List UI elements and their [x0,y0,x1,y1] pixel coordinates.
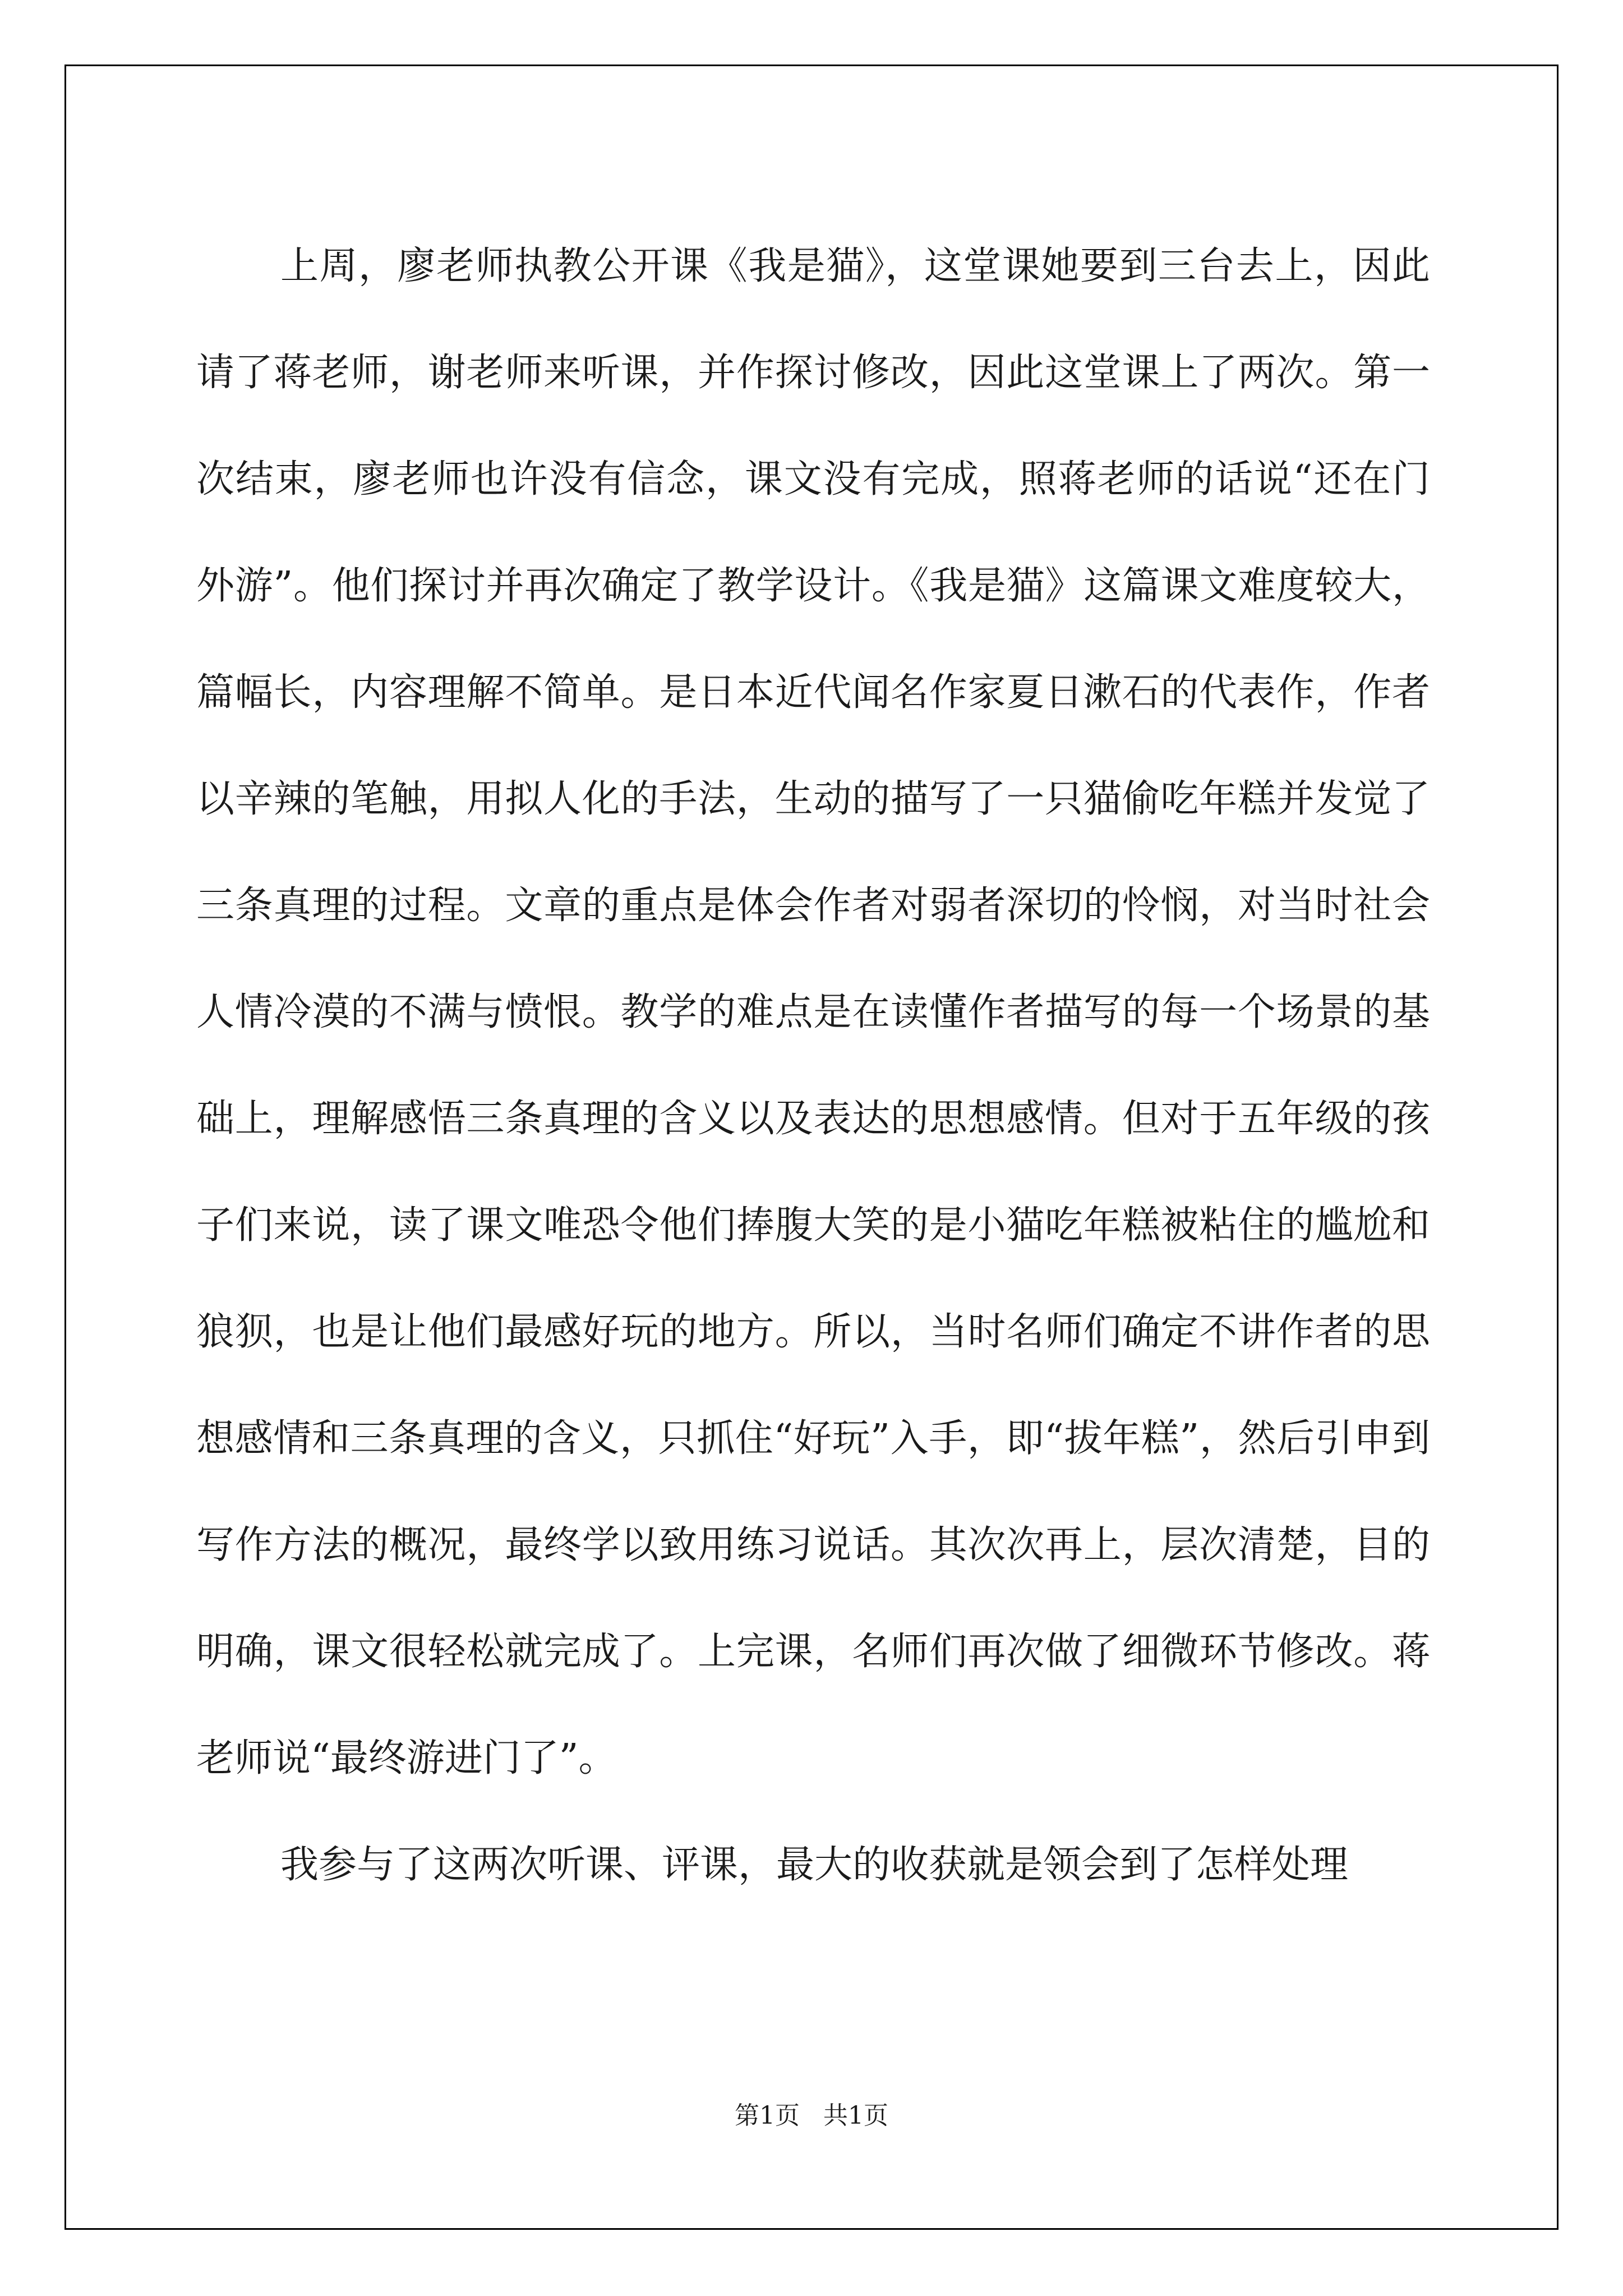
page-footer: 第1页 共1页 [735,2101,888,2130]
document-body [196,213,1430,1918]
paragraph-2: 我参与了这两次听课、评课，最大的收获就是领会到了怎样处理 [280,1843,1349,1887]
paragraph-1: 上周，廖老师执教公开课《我是猫》，这堂课她要到三台去上，因此请了蒋老师，谢老师来听课，并作探讨修改，因此这堂课上了两次。第一次结束，廖老师也许没有信念，课文没有完成，照蒋老师的话说“还在门外游”。他们探讨并再次确定了教学设计。《我是猫》这篇课文难度较大，篇幅长，内容理解不简单。是日本近代闻名作家夏日漱石的代表作，作者以辛辣的笔触，用拟人化的手法，生动的描写了一只猫偷吃年糕并发觉了三条真理的过程。文章的重点是体会作者对弱者深切的怜悯，对当时社会人情冷漠的不满与愤恨。教学的难点是在读懂作者描写的每一个场景的基础上，理解感悟三条真理的含义以及表达的思想感情。但对于五年级的孩子们来说，读了课文唯恐令他们捧腹大笑的是小猫吃年糕被粘住的尴尬和狼狈，也是让他们最感好玩的地方。所以，当时名师们确定不讲作者的思想感情和三条真理的含义，只抓住“好玩”入手，即“拔年糕”，然后引申到写作方法的概况，最终学以致用练习说话。其次次再上，层次清楚，目的明确，课文很轻松就完成了。上完课，名师们再次做了细微环节修改。蒋老师说“最终游进门了”。 [196,244,1430,1780]
